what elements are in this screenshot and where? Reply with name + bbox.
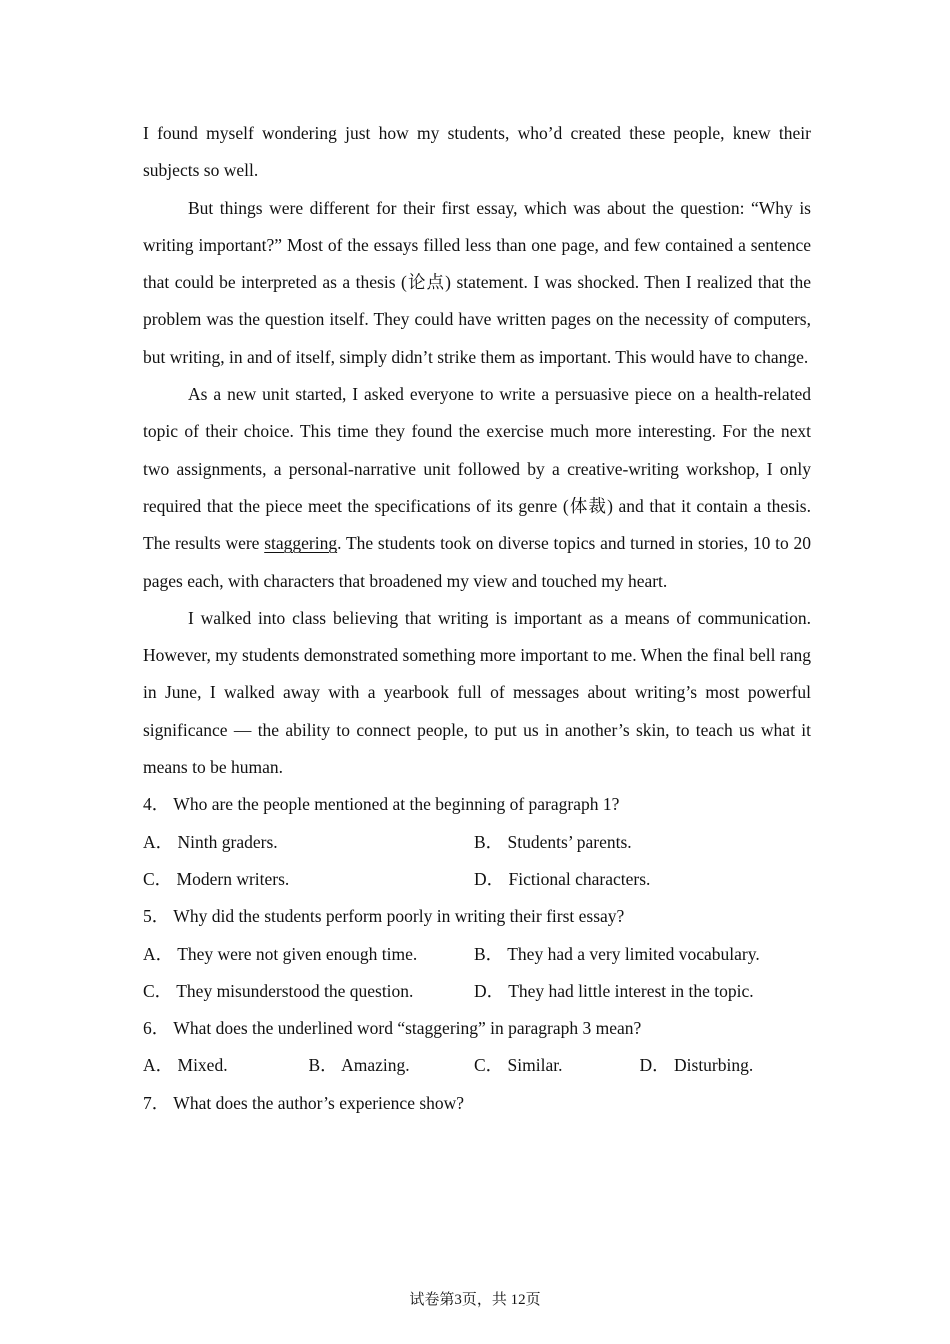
- option-b: B． Amazing.: [308, 1055, 410, 1076]
- underlined-word: staggering: [264, 533, 338, 554]
- question-stem: 5． Why did the students perform poorly in writing their first essay?: [143, 906, 625, 927]
- option-d: D． Disturbing.: [639, 1055, 754, 1076]
- question-stem: 7． What does the author’s experience show?: [143, 1092, 465, 1113]
- page-footer: 试卷第3页，共 12页: [409, 1292, 541, 1308]
- question-stem: 6． What does the underlined word “staggering” in paragraph 3 mean?: [143, 1018, 642, 1039]
- question-options: [143, 861, 811, 898]
- option-c: C． Similar.: [474, 1055, 563, 1076]
- question-options: [143, 936, 811, 973]
- question-options: [143, 1047, 811, 1084]
- option-a: A． They were not given enough time.: [143, 943, 418, 964]
- exam-page-content: [143, 115, 811, 1122]
- option-d: D． They had little interest in the topic.: [474, 980, 754, 1001]
- passage-paragraph: But things were different for their first essay, which was about the question: “Why is writing important?” Most of the essays filled less than one page, and few contained a sentence that could be interpreted as a thesis (论点) statement. I was shocked. Then I realized that the problem was the question itself. They could have written pages on the necessity of computers, but writing, in and of itself, simply didn’t strike them as important. This would have to change.: [143, 197, 811, 367]
- passage-text: As a new unit started, I asked everyone to write a persuasive piece on a health-related topic of their choice. This time they found the exercise much more interesting. For the next two assignments, a personal-narrative unit followed by a creative-writing workshop, I only required that the piece meet the specifications of its genre (体裁) and that it contain a thesis. The results were: [143, 384, 811, 554]
- question-stem: 4． Who are the people mentioned at the beginning of paragraph 1?: [143, 794, 620, 815]
- passage-paragraph: [143, 376, 811, 600]
- passage-text: . The students took on diverse topics and turned in stories, 10 to 20 pages each, with characters that broadened my view and touched my heart.: [143, 533, 811, 591]
- option-b: B． They had a very limited vocabulary.: [474, 943, 760, 964]
- question-options: [143, 824, 811, 861]
- option-d: D． Fictional characters.: [474, 868, 651, 889]
- option-a: A． Mixed.: [143, 1055, 228, 1076]
- option-c: C． Modern writers.: [143, 868, 290, 889]
- passage-paragraph: I walked into class believing that writing is important as a means of communication. However, my students demonstrated something more important to me. When the final bell rang in June, I walked away with a yearbook full of messages about writing’s most powerful significance — the ability to connect people, to put us in another’s skin, to teach us what it means to be human.: [143, 607, 811, 778]
- option-b: B． Students’ parents.: [474, 831, 632, 852]
- option-a: A． Ninth graders.: [143, 831, 278, 852]
- passage-paragraph: I found myself wondering just how my students, who’d created these people, knew their subjects so well.: [143, 123, 811, 181]
- option-c: C． They misunderstood the question.: [143, 980, 414, 1001]
- question-options: [143, 973, 811, 1010]
